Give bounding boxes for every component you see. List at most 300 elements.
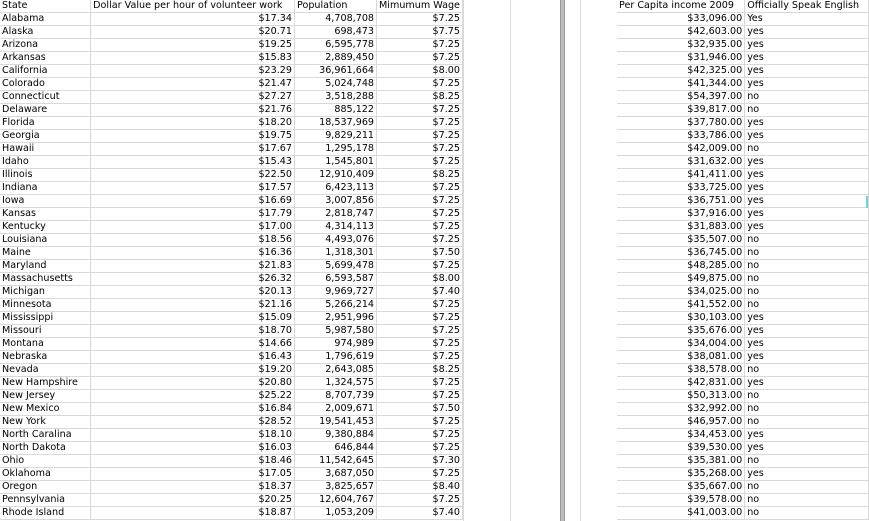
left-cell[interactable]: $26.32: [91, 273, 295, 286]
left-cell[interactable]: $21.76: [91, 104, 295, 117]
table-row: [0, 286, 463, 299]
left-cell[interactable]: $7.30: [377, 455, 463, 468]
left-cell[interactable]: 2,009,671: [295, 403, 377, 416]
left-cell[interactable]: $27.27: [91, 91, 295, 104]
table-row: [617, 247, 869, 260]
left-cell[interactable]: $17.34: [91, 13, 295, 26]
left-cell[interactable]: $7.25: [377, 351, 463, 364]
table-row: [0, 26, 463, 39]
right-cell[interactable]: $54,397.00: [617, 91, 745, 104]
left-cell[interactable]: $7.25: [377, 325, 463, 338]
right-cell[interactable]: no: [745, 403, 869, 416]
table-row: [0, 169, 463, 182]
table-row: [617, 143, 869, 156]
left-cell[interactable]: $18.37: [91, 481, 295, 494]
table-row: [617, 364, 869, 377]
right-cell[interactable]: yes: [745, 130, 869, 143]
left-cell[interactable]: Nevada: [0, 364, 91, 377]
right-cell[interactable]: $34,025.00: [617, 286, 745, 299]
right-cell[interactable]: no: [745, 481, 869, 494]
empty-column-gridline: [580, 0, 581, 521]
right-cell[interactable]: yes: [745, 429, 869, 442]
right-cell[interactable]: yes: [745, 156, 869, 169]
right-cell[interactable]: $42,603.00: [617, 26, 745, 39]
left-cell[interactable]: 18,537,969: [295, 117, 377, 130]
table-row: [0, 221, 463, 234]
left-cell[interactable]: 9,829,211: [295, 130, 377, 143]
left-cell[interactable]: $20.71: [91, 26, 295, 39]
left-cell[interactable]: New Jersey: [0, 390, 91, 403]
table-row: [0, 481, 463, 494]
table-row: [617, 104, 869, 117]
right-cell[interactable]: $35,667.00: [617, 481, 745, 494]
left-cell[interactable]: Florida: [0, 117, 91, 130]
table-row: [0, 143, 463, 156]
left-cell[interactable]: 3,007,856: [295, 195, 377, 208]
right-cell[interactable]: $35,268.00: [617, 468, 745, 481]
left-cell[interactable]: 4,708,708: [295, 13, 377, 26]
table-row: [617, 195, 869, 208]
right-cell[interactable]: no: [745, 286, 869, 299]
left-cell[interactable]: Ohio: [0, 455, 91, 468]
left-cell[interactable]: 2,818,747: [295, 208, 377, 221]
table-row: [0, 234, 463, 247]
table-row: [617, 468, 869, 481]
right-header-cell[interactable]: Per Capita income 2009: [617, 0, 745, 13]
left-cell[interactable]: Colorado: [0, 78, 91, 91]
right-cell[interactable]: no: [745, 247, 869, 260]
left-cell[interactable]: $7.25: [377, 208, 463, 221]
table-row: [0, 507, 463, 520]
right-cell[interactable]: no: [745, 104, 869, 117]
left-cell[interactable]: Connecticut: [0, 91, 91, 104]
right-cell[interactable]: $36,751.00: [617, 195, 745, 208]
left-cell[interactable]: $7.25: [377, 221, 463, 234]
left-header-cell[interactable]: Dollar Value per hour of volunteer work: [91, 0, 295, 13]
right-cell[interactable]: no: [745, 143, 869, 156]
right-cell[interactable]: yes: [745, 169, 869, 182]
left-cell[interactable]: $18.56: [91, 234, 295, 247]
left-cell[interactable]: New Mexico: [0, 403, 91, 416]
left-cell[interactable]: 3,518,288: [295, 91, 377, 104]
table-row: [617, 286, 869, 299]
left-cell[interactable]: Pennsylvania: [0, 494, 91, 507]
left-cell[interactable]: 646,844: [295, 442, 377, 455]
left-cell[interactable]: $7.25: [377, 390, 463, 403]
left-cell[interactable]: $7.25: [377, 52, 463, 65]
left-cell[interactable]: $15.43: [91, 156, 295, 169]
table-row: [617, 208, 869, 221]
right-cell[interactable]: $42,009.00: [617, 143, 745, 156]
left-cell[interactable]: Alabama: [0, 13, 91, 26]
table-row: [617, 429, 869, 442]
table-row: [0, 468, 463, 481]
empty-column-gridline: [463, 0, 464, 521]
left-cell[interactable]: Missouri: [0, 325, 91, 338]
right-cell[interactable]: $30,103.00: [617, 312, 745, 325]
left-cell[interactable]: $7.25: [377, 117, 463, 130]
left-cell[interactable]: $19.25: [91, 39, 295, 52]
table-row: [0, 130, 463, 143]
right-cell[interactable]: $35,381.00: [617, 455, 745, 468]
left-cell[interactable]: Louisiana: [0, 234, 91, 247]
left-cell[interactable]: $17.57: [91, 182, 295, 195]
left-cell[interactable]: 3,687,050: [295, 468, 377, 481]
table-row: [617, 377, 869, 390]
left-cell[interactable]: 698,473: [295, 26, 377, 39]
left-cell[interactable]: $8.25: [377, 364, 463, 377]
left-cell[interactable]: $18.70: [91, 325, 295, 338]
left-cell[interactable]: North Caralina: [0, 429, 91, 442]
left-cell[interactable]: 5,024,748: [295, 78, 377, 91]
right-cell[interactable]: yes: [745, 221, 869, 234]
right-cell[interactable]: no: [745, 416, 869, 429]
left-cell[interactable]: $18.46: [91, 455, 295, 468]
table-row: [617, 39, 869, 52]
table-row: [617, 481, 869, 494]
table-row: [0, 273, 463, 286]
left-cell[interactable]: 2,643,085: [295, 364, 377, 377]
right-cell[interactable]: $46,957.00: [617, 416, 745, 429]
left-cell[interactable]: $20.25: [91, 494, 295, 507]
left-cell[interactable]: $7.25: [377, 338, 463, 351]
left-cell[interactable]: Arizona: [0, 39, 91, 52]
left-cell[interactable]: Indiana: [0, 182, 91, 195]
left-cell[interactable]: $8.25: [377, 169, 463, 182]
right-cell[interactable]: yes: [745, 26, 869, 39]
left-cell[interactable]: 1,053,209: [295, 507, 377, 520]
left-cell[interactable]: Hawaii: [0, 143, 91, 156]
left-cell[interactable]: $7.25: [377, 377, 463, 390]
left-cell[interactable]: $20.80: [91, 377, 295, 390]
left-cell[interactable]: Oklahoma: [0, 468, 91, 481]
right-cell[interactable]: $41,003.00: [617, 507, 745, 520]
table-row: [617, 494, 869, 507]
split-pane-divider[interactable]: [560, 0, 565, 521]
right-cell[interactable]: yes: [745, 208, 869, 221]
right-cell[interactable]: $35,507.00: [617, 234, 745, 247]
right-cell[interactable]: $35,676.00: [617, 325, 745, 338]
left-cell[interactable]: 974,989: [295, 338, 377, 351]
left-cell[interactable]: $17.67: [91, 143, 295, 156]
right-cell[interactable]: $31,946.00: [617, 52, 745, 65]
right-cell[interactable]: $33,096.00: [617, 13, 745, 26]
left-cell[interactable]: $15.09: [91, 312, 295, 325]
left-cell[interactable]: Kentucky: [0, 221, 91, 234]
left-cell[interactable]: $7.25: [377, 130, 463, 143]
table-row: [617, 13, 869, 26]
left-cell[interactable]: $21.16: [91, 299, 295, 312]
left-header-cell[interactable]: Mimumum Wage: [377, 0, 463, 13]
left-cell[interactable]: $7.25: [377, 468, 463, 481]
left-cell[interactable]: California: [0, 65, 91, 78]
left-cell[interactable]: 12,604,767: [295, 494, 377, 507]
left-cell[interactable]: 19,541,453: [295, 416, 377, 429]
right-cell[interactable]: no: [745, 455, 869, 468]
left-cell[interactable]: $16.43: [91, 351, 295, 364]
left-cell[interactable]: $7.25: [377, 312, 463, 325]
left-cell[interactable]: 1,796,619: [295, 351, 377, 364]
table-row: [0, 13, 463, 26]
left-cell[interactable]: $7.25: [377, 260, 463, 273]
right-cell[interactable]: no: [745, 234, 869, 247]
left-cell[interactable]: $7.25: [377, 195, 463, 208]
right-cell[interactable]: $41,411.00: [617, 169, 745, 182]
left-cell[interactable]: Montana: [0, 338, 91, 351]
left-cell[interactable]: $25.22: [91, 390, 295, 403]
right-cell[interactable]: yes: [745, 351, 869, 364]
left-cell[interactable]: $7.40: [377, 507, 463, 520]
left-cell[interactable]: 3,825,657: [295, 481, 377, 494]
right-cell[interactable]: $34,004.00: [617, 338, 745, 351]
left-cell[interactable]: Rhode Island: [0, 507, 91, 520]
left-cell[interactable]: $7.25: [377, 182, 463, 195]
left-cell[interactable]: $16.84: [91, 403, 295, 416]
left-cell[interactable]: $7.25: [377, 13, 463, 26]
left-cell[interactable]: 36,961,664: [295, 65, 377, 78]
left-cell[interactable]: $20.13: [91, 286, 295, 299]
table-row: [617, 221, 869, 234]
table-row: [617, 416, 869, 429]
table-row: [617, 273, 869, 286]
table-row: [0, 78, 463, 91]
left-cell[interactable]: 1,545,801: [295, 156, 377, 169]
left-cell[interactable]: $16.03: [91, 442, 295, 455]
left-cell[interactable]: $7.25: [377, 39, 463, 52]
table-row: [617, 26, 869, 39]
table-row: [617, 117, 869, 130]
table-row: [617, 299, 869, 312]
right-cell[interactable]: Yes: [745, 13, 869, 26]
left-cell[interactable]: Iowa: [0, 195, 91, 208]
left-cell[interactable]: $8.00: [377, 273, 463, 286]
right-cell[interactable]: $32,992.00: [617, 403, 745, 416]
table-row: [0, 182, 463, 195]
right-cell[interactable]: yes: [745, 442, 869, 455]
right-cell[interactable]: no: [745, 390, 869, 403]
left-cell[interactable]: $18.10: [91, 429, 295, 442]
left-cell[interactable]: Oregon: [0, 481, 91, 494]
right-cell[interactable]: $38,081.00: [617, 351, 745, 364]
left-cell[interactable]: $19.75: [91, 130, 295, 143]
right-cell[interactable]: yes: [745, 65, 869, 78]
table-row: [0, 377, 463, 390]
left-cell[interactable]: $21.47: [91, 78, 295, 91]
left-cell[interactable]: Kansas: [0, 208, 91, 221]
right-cell[interactable]: no: [745, 260, 869, 273]
left-cell[interactable]: Georgia: [0, 130, 91, 143]
left-cell[interactable]: 4,314,113: [295, 221, 377, 234]
left-cell[interactable]: $17.00: [91, 221, 295, 234]
left-cell[interactable]: $7.25: [377, 104, 463, 117]
right-cell[interactable]: yes: [745, 117, 869, 130]
right-cell[interactable]: yes: [745, 468, 869, 481]
right-cell[interactable]: yes: [745, 78, 869, 91]
right-cell[interactable]: $39,817.00: [617, 104, 745, 117]
left-cell[interactable]: $7.25: [377, 78, 463, 91]
left-cell[interactable]: 2,889,450: [295, 52, 377, 65]
right-cell[interactable]: no: [745, 364, 869, 377]
left-cell[interactable]: $7.40: [377, 286, 463, 299]
left-cell[interactable]: 1,318,301: [295, 247, 377, 260]
left-cell[interactable]: $18.87: [91, 507, 295, 520]
table-row: [617, 91, 869, 104]
left-cell[interactable]: 2,951,996: [295, 312, 377, 325]
right-cell[interactable]: $41,344.00: [617, 78, 745, 91]
left-cell[interactable]: $18.20: [91, 117, 295, 130]
left-cell[interactable]: $23.29: [91, 65, 295, 78]
left-cell[interactable]: $7.50: [377, 247, 463, 260]
left-cell[interactable]: New York: [0, 416, 91, 429]
left-cell[interactable]: $7.25: [377, 416, 463, 429]
table-row: [0, 104, 463, 117]
right-cell[interactable]: yes: [745, 195, 869, 208]
left-cell[interactable]: $7.25: [377, 442, 463, 455]
right-cell[interactable]: $37,916.00: [617, 208, 745, 221]
table-row: [0, 247, 463, 260]
left-cell[interactable]: $14.66: [91, 338, 295, 351]
right-header-cell[interactable]: Officially Speak English: [745, 0, 869, 13]
right-cell[interactable]: $36,745.00: [617, 247, 745, 260]
right-cell[interactable]: $38,578.00: [617, 364, 745, 377]
left-cell[interactable]: 6,595,778: [295, 39, 377, 52]
left-cell[interactable]: Alaska: [0, 26, 91, 39]
table-row: [617, 169, 869, 182]
left-cell[interactable]: $7.50: [377, 403, 463, 416]
left-cell[interactable]: 5,699,478: [295, 260, 377, 273]
left-cell[interactable]: New Hampshire: [0, 377, 91, 390]
empty-column-gridline: [510, 0, 511, 521]
left-cell[interactable]: $17.79: [91, 208, 295, 221]
right-cell[interactable]: $49,875.00: [617, 273, 745, 286]
left-cell[interactable]: 1,324,575: [295, 377, 377, 390]
table-row: [0, 338, 463, 351]
right-cell[interactable]: $37,780.00: [617, 117, 745, 130]
right-cell[interactable]: $34,453.00: [617, 429, 745, 442]
left-cell[interactable]: 8,707,739: [295, 390, 377, 403]
right-cell[interactable]: $33,786.00: [617, 130, 745, 143]
left-cell[interactable]: Michigan: [0, 286, 91, 299]
left-cell[interactable]: $19.20: [91, 364, 295, 377]
right-cell[interactable]: $50,313.00: [617, 390, 745, 403]
table-row: [0, 65, 463, 78]
left-cell[interactable]: $28.52: [91, 416, 295, 429]
left-cell[interactable]: $16.36: [91, 247, 295, 260]
left-cell[interactable]: 9,380,884: [295, 429, 377, 442]
left-cell[interactable]: $7.25: [377, 429, 463, 442]
left-header-cell[interactable]: Population: [295, 0, 377, 13]
left-cell[interactable]: Minnesota: [0, 299, 91, 312]
left-cell[interactable]: Illinois: [0, 169, 91, 182]
left-cell[interactable]: $7.25: [377, 494, 463, 507]
left-cell[interactable]: 4,493,076: [295, 234, 377, 247]
right-cell[interactable]: yes: [745, 338, 869, 351]
table-row: [0, 403, 463, 416]
left-cell[interactable]: $16.69: [91, 195, 295, 208]
left-cell[interactable]: 5,266,214: [295, 299, 377, 312]
left-cell[interactable]: $15.83: [91, 52, 295, 65]
left-cell[interactable]: 12,910,409: [295, 169, 377, 182]
left-cell[interactable]: $7.25: [377, 143, 463, 156]
left-cell[interactable]: $7.25: [377, 156, 463, 169]
right-cell[interactable]: $39,578.00: [617, 494, 745, 507]
table-row: [0, 494, 463, 507]
right-cell[interactable]: yes: [745, 312, 869, 325]
left-cell[interactable]: $7.25: [377, 234, 463, 247]
right-cell[interactable]: $31,632.00: [617, 156, 745, 169]
left-cell[interactable]: Mississippi: [0, 312, 91, 325]
left-cell[interactable]: 9,969,727: [295, 286, 377, 299]
table-row: [0, 429, 463, 442]
left-cell[interactable]: Idaho: [0, 156, 91, 169]
left-cell[interactable]: $8.00: [377, 65, 463, 78]
left-cell[interactable]: 6,423,113: [295, 182, 377, 195]
table-row: [617, 403, 869, 416]
left-cell[interactable]: $8.25: [377, 91, 463, 104]
right-cell[interactable]: yes: [745, 325, 869, 338]
right-cell[interactable]: $32,935.00: [617, 39, 745, 52]
right-cell[interactable]: $48,285.00: [617, 260, 745, 273]
table-row: [0, 325, 463, 338]
left-cell[interactable]: $22.50: [91, 169, 295, 182]
left-cell[interactable]: 5,987,580: [295, 325, 377, 338]
left-cell[interactable]: North Dakota: [0, 442, 91, 455]
table-row: [617, 260, 869, 273]
right-cell[interactable]: no: [745, 494, 869, 507]
left-cell[interactable]: $17.05: [91, 468, 295, 481]
table-row: [617, 455, 869, 468]
left-cell[interactable]: Maine: [0, 247, 91, 260]
table-row: [0, 52, 463, 65]
right-cell[interactable]: no: [745, 91, 869, 104]
table-row: [0, 351, 463, 364]
right-cell[interactable]: no: [745, 507, 869, 520]
left-cell[interactable]: $21.83: [91, 260, 295, 273]
left-cell[interactable]: Delaware: [0, 104, 91, 117]
left-cell[interactable]: $8.40: [377, 481, 463, 494]
table-row: [0, 208, 463, 221]
left-cell[interactable]: 6,593,587: [295, 273, 377, 286]
right-cell[interactable]: $42,831.00: [617, 377, 745, 390]
left-header-row: [0, 0, 463, 13]
left-cell[interactable]: $7.25: [377, 299, 463, 312]
right-cell[interactable]: no: [745, 273, 869, 286]
right-cell[interactable]: $39,530.00: [617, 442, 745, 455]
right-cell[interactable]: $41,552.00: [617, 299, 745, 312]
left-cell[interactable]: Arkansas: [0, 52, 91, 65]
right-cell[interactable]: $33,725.00: [617, 182, 745, 195]
left-cell[interactable]: Massachusetts: [0, 273, 91, 286]
right-cell[interactable]: $31,883.00: [617, 221, 745, 234]
table-row: [0, 117, 463, 130]
table-row: [617, 442, 869, 455]
right-spreadsheet-grid: [617, 0, 869, 521]
right-cell[interactable]: yes: [745, 182, 869, 195]
left-cell[interactable]: 885,122: [295, 104, 377, 117]
table-row: [0, 312, 463, 325]
right-cell[interactable]: yes: [745, 39, 869, 52]
left-cell[interactable]: Nebraska: [0, 351, 91, 364]
left-cell[interactable]: $7.75: [377, 26, 463, 39]
left-cell[interactable]: 1,295,178: [295, 143, 377, 156]
right-cell[interactable]: yes: [745, 377, 869, 390]
right-cell[interactable]: $42,325.00: [617, 65, 745, 78]
left-header-cell[interactable]: State: [0, 0, 91, 13]
left-cell[interactable]: Maryland: [0, 260, 91, 273]
right-cell[interactable]: yes: [745, 52, 869, 65]
right-cell[interactable]: no: [745, 299, 869, 312]
left-cell[interactable]: 11,542,645: [295, 455, 377, 468]
